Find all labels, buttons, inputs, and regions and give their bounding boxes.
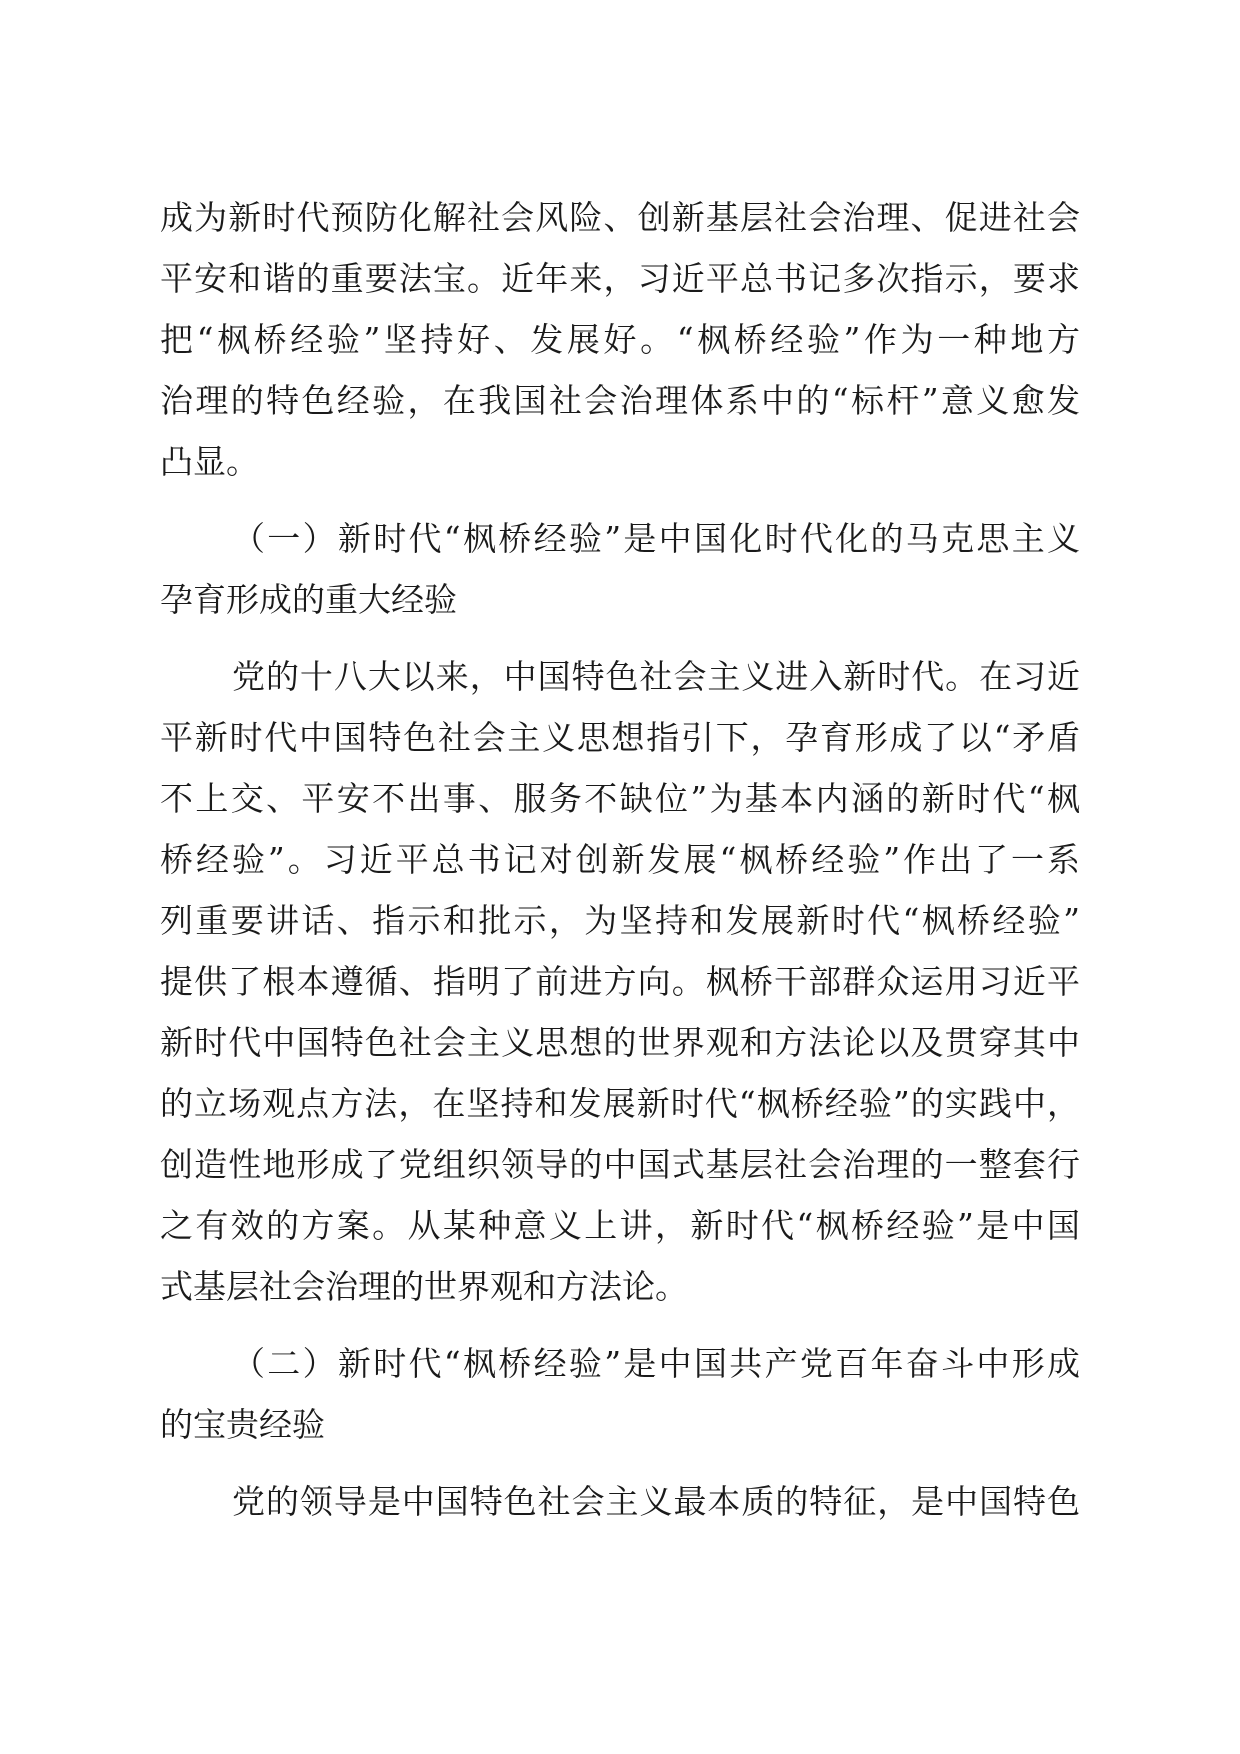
paragraph-line: 式基层社会治理的世界观和方法论。 bbox=[160, 1267, 688, 1306]
paragraph-line: 党的十八大以来，中国特色社会主义进入新时代。在习近 bbox=[232, 657, 1080, 696]
paragraph-line: 的立场观点方法，在坚持和发展新时代“枫桥经验”的实践中， bbox=[160, 1084, 1080, 1123]
paragraph-line: 党的领导是中国特色社会主义最本质的特征，是中国特色 bbox=[232, 1482, 1080, 1521]
section-heading-line: （一）新时代“枫桥经验”是中国化时代化的马克思主义 bbox=[232, 519, 1080, 558]
paragraph-line: 之有效的方案。从某种意义上讲，新时代“枫桥经验”是中国 bbox=[160, 1206, 1080, 1245]
paragraph-line: 把“枫桥经验”坚持好、发展好。“枫桥经验”作为一种地方 bbox=[160, 320, 1080, 359]
paragraph-line: 提供了根本遵循、指明了前进方向。枫桥干部群众运用习近平 bbox=[160, 962, 1080, 1001]
paragraph-line: 平安和谐的重要法宝。近年来，习近平总书记多次指示，要求 bbox=[160, 259, 1080, 298]
paragraph-line: 桥经验”。习近平总书记对创新发展“枫桥经验”作出了一系 bbox=[160, 840, 1080, 879]
paragraph-line: 平新时代中国特色社会主义思想指引下，孕育形成了以“矛盾 bbox=[160, 718, 1080, 757]
paragraph-line: 新时代中国特色社会主义思想的世界观和方法论以及贯穿其中 bbox=[160, 1023, 1080, 1062]
section-heading-line: 孕育形成的重大经验 bbox=[160, 580, 457, 619]
paragraph-line: 列重要讲话、指示和批示，为坚持和发展新时代“枫桥经验” bbox=[160, 901, 1080, 940]
paragraph-line: 治理的特色经验，在我国社会治理体系中的“标杆”意义愈发 bbox=[160, 381, 1080, 420]
paragraph-line: 创造性地形成了党组织领导的中国式基层社会治理的一整套行 bbox=[160, 1145, 1080, 1184]
paragraph-line: 凸显。 bbox=[160, 442, 259, 481]
paragraph-line: 成为新时代预防化解社会风险、创新基层社会治理、促进社会 bbox=[160, 198, 1080, 237]
paragraph-line: 不上交、平安不出事、服务不缺位”为基本内涵的新时代“枫 bbox=[160, 779, 1080, 818]
section-heading-line: 的宝贵经验 bbox=[160, 1405, 325, 1444]
section-heading-line: （二）新时代“枫桥经验”是中国共产党百年奋斗中形成 bbox=[232, 1344, 1080, 1383]
